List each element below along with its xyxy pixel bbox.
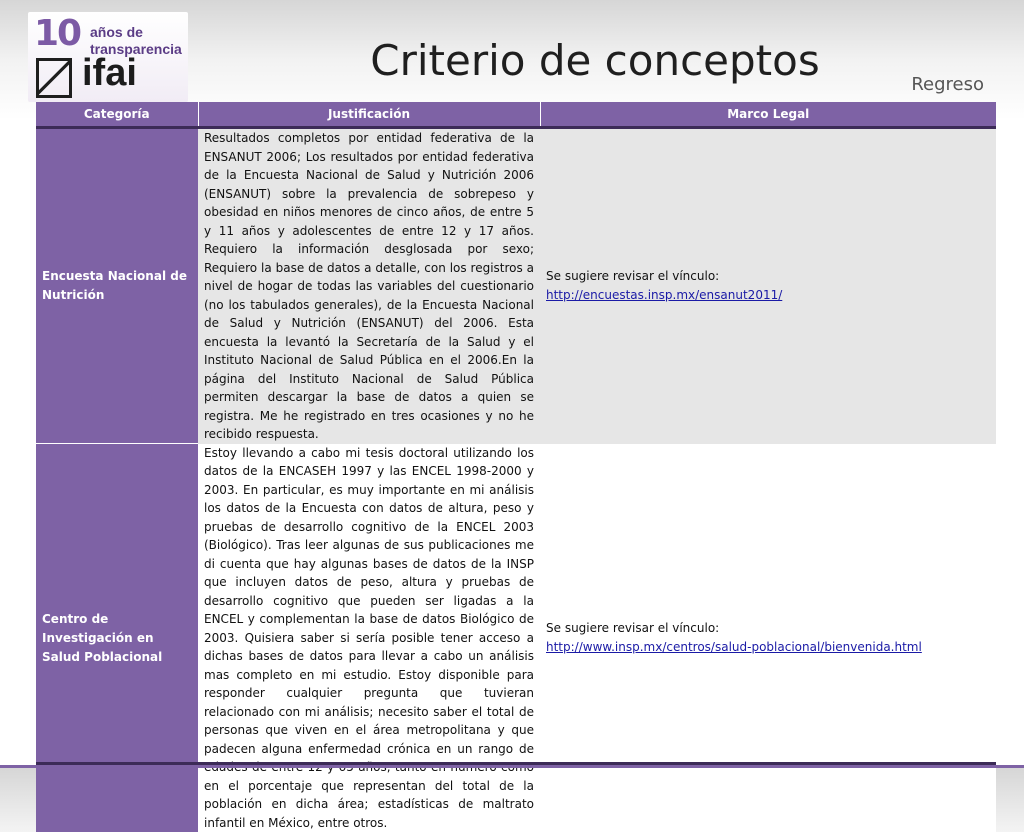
logo-tagline-2: transparencia [90, 41, 182, 57]
justification-cell: Estoy llevando a cabo mi tesis doctoral utilizando los datos de la ENCASEH 1997 y las ENCEL 1998-2000 y 2003. En particular, es muy importante en mi análisis los datos de la Encuesta con datos de altura, peso y pruebas de desarrollo cognitivo de la ENCEL 2003 (Biológico). Tras leer algunas de sus publicaciones me di cuenta que hay algunas bases de datos de la INSP que incluyen datos de peso, altura y pruebas de desarrollo cognitivo que pueden ser ligadas a la ENCEL y complementan la base de datos Biológico de 2003. Quisiera saber si sería posible tener acceso a dichas bases de datos para llevar a cabo un análisis mas completo en mi estudio. Estoy disponible para responder cualquier pregunta que tuvieran relacionado con mi análisis; necesito saber el total de personas que viven en el área metropolitana y que padecen alguna enfermedad crónica en un rango de en el porcentaje que representan del total de la población en dicha área; estadísticas de maltrato infantil en México, entre otros. [198, 444, 540, 832]
criteria-table [36, 102, 996, 832]
legal-link[interactable]: http://www.insp.mx/centros/salud-poblacional/bienvenida.html [546, 638, 990, 657]
header-categoria: Categoría [36, 102, 198, 128]
header-justificacion: Justificación [198, 102, 540, 128]
header-marco-legal: Marco Legal [540, 102, 996, 128]
legal-cell [540, 128, 996, 444]
table-row [36, 128, 996, 444]
ifai-logo [28, 12, 188, 102]
page-title: Criterio de conceptos [300, 38, 890, 84]
legal-link[interactable]: http://encuestas.insp.mx/ensanut2011/ [546, 286, 990, 305]
logo-number: 10 [34, 16, 80, 52]
logo-brand: ifai [82, 54, 137, 92]
legal-text: Se sugiere revisar el vínculo: [546, 619, 990, 638]
logo-tagline-1: años de [90, 24, 143, 40]
justification-cell: Resultados completos por entidad federativa de la ENSANUT 2006; Los resultados por entidad federativa de la Encuesta Nacional de Salud y Nutrición 2006 (ENSANUT) sobre la prevalencia de sobrepeso y obesidad en niños menores de cinco años, de entre 5 y 11 años y adolescentes de entre 12 y 17 años. Requiero la información desglosada por sexo; Requiero la base de datos a detalle, con los registros a nivel de hogar de todas las variables del cuestionario (no los tabulados generales), de la Encuesta Nacional de Salud y Nutrición (ENSANUT) del 2006. Esta encuesta la levantó la Secretaría de la Salud y el Instituto Nacional de Salud Pública en el 2006.En la página del Instituto Nacional de Salud Pública permiten descargar la base de datos a quien se registra. Me he registrado en tres ocasiones y no he recibido respuesta. [198, 128, 540, 444]
category-cell: Encuesta Nacional de Nutrición [36, 128, 198, 444]
category-cell: Centro de Investigación en Salud Poblacional [36, 444, 198, 832]
legal-cell [540, 444, 996, 832]
logo-box-icon [36, 58, 72, 98]
table-row [36, 444, 996, 832]
table-header-row [36, 102, 996, 128]
back-link[interactable]: Regreso [911, 74, 984, 95]
legal-text: Se sugiere revisar el vínculo: [546, 267, 990, 286]
